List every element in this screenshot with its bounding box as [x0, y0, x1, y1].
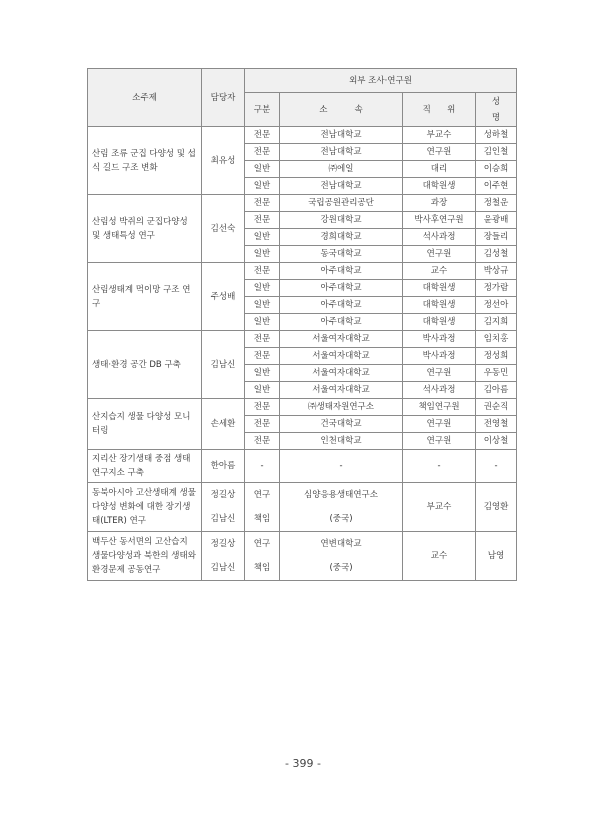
type-cell: 일반 — [245, 382, 280, 399]
header-topic: 소주제 — [88, 69, 202, 127]
name-cell: 김인철 — [476, 144, 517, 161]
name-cell: 임치홍 — [476, 331, 517, 348]
position-cell: - — [403, 450, 476, 483]
affiliation-cell: ㈜에일 — [280, 161, 403, 178]
topic-cell: 산림성 박쥐의 군집다양성 및 생태특성 연구 — [88, 195, 202, 263]
manager-cell: 김선숙 — [202, 195, 245, 263]
topic-cell: 동북아시아 고산생태계 생물다양성 변화에 대한 장기생태(LTER) 연구 — [88, 483, 202, 532]
name-cell: 정성희 — [476, 348, 517, 365]
manager-line-b: 김남신 — [210, 563, 236, 573]
name-cell: 성하철 — [476, 127, 517, 144]
type-cell: 일반 — [245, 297, 280, 314]
header-type: 구분 — [245, 93, 280, 127]
type-cell: 전문 — [245, 127, 280, 144]
affiliation-cell — [280, 532, 403, 581]
name-cell: 남영 — [476, 532, 517, 581]
affiliation-cell: 강원대학교 — [280, 212, 403, 229]
manager-cell: 최유성 — [202, 127, 245, 195]
position-cell: 대리 — [403, 161, 476, 178]
role-cell — [245, 532, 280, 581]
affiliation-line-a: 연변대학교 — [320, 539, 362, 549]
affiliation-cell: ㈜생태자원연구소 — [280, 399, 403, 416]
type-cell: 전문 — [245, 195, 280, 212]
affiliation-cell: 국립공원관리공단 — [280, 195, 403, 212]
role-line-b: 책임 — [253, 563, 271, 573]
type-cell: 일반 — [245, 314, 280, 331]
affiliation-cell: 건국대학교 — [280, 416, 403, 433]
affiliation-line-b: (중국) — [329, 514, 353, 524]
header-affiliation: 소 속 — [280, 93, 403, 127]
name-cell: 김지희 — [476, 314, 517, 331]
page-number: - 399 - — [285, 757, 321, 770]
affiliation-cell — [280, 483, 403, 532]
position-cell: 연구원 — [403, 365, 476, 382]
type-cell: 전문 — [245, 348, 280, 365]
position-cell: 대학원생 — [403, 314, 476, 331]
name-cell: 정철운 — [476, 195, 517, 212]
type-cell: 전문 — [245, 433, 280, 450]
header-name-line2: 명 — [491, 112, 501, 123]
name-cell: 김성철 — [476, 246, 517, 263]
affiliation-cell: 서울여자대학교 — [280, 348, 403, 365]
position-cell: 교수 — [403, 532, 476, 581]
position-cell: 대학원생 — [403, 280, 476, 297]
header-position: 직 위 — [403, 93, 476, 127]
position-cell: 부교수 — [403, 127, 476, 144]
role-line-b: 책임 — [253, 514, 271, 524]
name-cell: 김영환 — [476, 483, 517, 532]
manager-line-a: 정길상 — [210, 490, 236, 500]
type-cell: 전문 — [245, 331, 280, 348]
name-cell: 전영철 — [476, 416, 517, 433]
affiliation-line-b: (중국) — [329, 563, 353, 573]
header-external-group: 외부 조사·연구원 — [245, 69, 517, 93]
topic-cell: 지리산 장기생태 중점 생태연구지소 구축 — [88, 450, 202, 483]
name-cell: 우동민 — [476, 365, 517, 382]
type-cell: 전문 — [245, 416, 280, 433]
name-cell: 이승희 — [476, 161, 517, 178]
name-cell: 이상철 — [476, 433, 517, 450]
manager-cell: 손세환 — [202, 399, 245, 450]
name-cell: 김아름 — [476, 382, 517, 399]
header-manager: 담당자 — [202, 69, 245, 127]
affiliation-cell: 인천대학교 — [280, 433, 403, 450]
affiliation-cell: 전남대학교 — [280, 178, 403, 195]
position-cell: 연구원 — [403, 246, 476, 263]
topic-cell: 산림생태계 먹이망 구조 연구 — [88, 263, 202, 331]
position-cell: 대학원생 — [403, 297, 476, 314]
table-row — [88, 450, 517, 483]
role-line-a: 연구 — [253, 539, 271, 549]
position-cell: 책임연구원 — [403, 399, 476, 416]
affiliation-cell: 전남대학교 — [280, 127, 403, 144]
affiliation-cell: 동국대학교 — [280, 246, 403, 263]
manager-cell: 한아름 — [202, 450, 245, 483]
position-cell: 석사과정 — [403, 229, 476, 246]
affiliation-cell: - — [280, 450, 403, 483]
name-cell: 정가람 — [476, 280, 517, 297]
topic-cell: 산림 조류 군집 다양성 및 섭식 길드 구조 변화 — [88, 127, 202, 195]
position-cell: 부교수 — [403, 483, 476, 532]
position-cell: 박사과정 — [403, 348, 476, 365]
table-row — [88, 263, 517, 280]
table-row — [88, 483, 517, 532]
position-cell: 대학원생 — [403, 178, 476, 195]
type-cell: 전문 — [245, 263, 280, 280]
type-cell: 일반 — [245, 246, 280, 263]
affiliation-cell: 서울여자대학교 — [280, 365, 403, 382]
table-row — [88, 127, 517, 144]
manager-cell — [202, 532, 245, 581]
research-team-table — [87, 68, 517, 581]
name-cell: 윤광배 — [476, 212, 517, 229]
name-cell: 정선아 — [476, 297, 517, 314]
position-cell: 연구원 — [403, 416, 476, 433]
manager-cell: 주성배 — [202, 263, 245, 331]
topic-cell: 생태·환경 공간 DB 구축 — [88, 331, 202, 399]
affiliation-cell: 아주대학교 — [280, 263, 403, 280]
role-cell — [245, 483, 280, 532]
topic-cell: 백두산 동서면의 고산습지 생물다양성과 북한의 생태와 환경문제 공동연구 — [88, 532, 202, 581]
type-cell: 전문 — [245, 144, 280, 161]
position-cell: 연구원 — [403, 144, 476, 161]
name-cell: 권순직 — [476, 399, 517, 416]
position-cell: 박사후연구원 — [403, 212, 476, 229]
position-cell: 교수 — [403, 263, 476, 280]
table-row — [88, 399, 517, 416]
name-cell: 이주현 — [476, 178, 517, 195]
name-cell: 장들리 — [476, 229, 517, 246]
affiliation-cell: 서울여자대학교 — [280, 382, 403, 399]
type-cell: 일반 — [245, 229, 280, 246]
type-cell: 일반 — [245, 161, 280, 178]
position-cell: 연구원 — [403, 433, 476, 450]
affiliation-cell: 아주대학교 — [280, 297, 403, 314]
affiliation-cell: 아주대학교 — [280, 314, 403, 331]
role-line-a: 연구 — [253, 490, 271, 500]
position-cell: 석사과정 — [403, 382, 476, 399]
name-cell: - — [476, 450, 517, 483]
type-cell: - — [245, 450, 280, 483]
manager-line-b: 김남신 — [210, 514, 236, 524]
position-cell: 과장 — [403, 195, 476, 212]
manager-line-a: 정길상 — [210, 539, 236, 549]
type-cell: 전문 — [245, 212, 280, 229]
type-cell: 일반 — [245, 365, 280, 382]
header-name — [476, 93, 517, 127]
header-name-line1: 성 — [491, 96, 501, 107]
type-cell: 전문 — [245, 399, 280, 416]
affiliation-cell: 경희대학교 — [280, 229, 403, 246]
affiliation-cell: 서울여자대학교 — [280, 331, 403, 348]
table-row — [88, 195, 517, 212]
table-row — [88, 331, 517, 348]
affiliation-line-a: 심양응용생태연구소 — [304, 490, 378, 500]
name-cell: 박상규 — [476, 263, 517, 280]
table-row — [88, 532, 517, 581]
affiliation-cell: 전남대학교 — [280, 144, 403, 161]
header-row-1 — [88, 69, 517, 93]
manager-cell: 김남신 — [202, 331, 245, 399]
affiliation-cell: 아주대학교 — [280, 280, 403, 297]
position-cell: 박사과정 — [403, 331, 476, 348]
type-cell: 일반 — [245, 178, 280, 195]
type-cell: 일반 — [245, 280, 280, 297]
manager-cell — [202, 483, 245, 532]
topic-cell: 산지습지 생물 다양성 모니터링 — [88, 399, 202, 450]
